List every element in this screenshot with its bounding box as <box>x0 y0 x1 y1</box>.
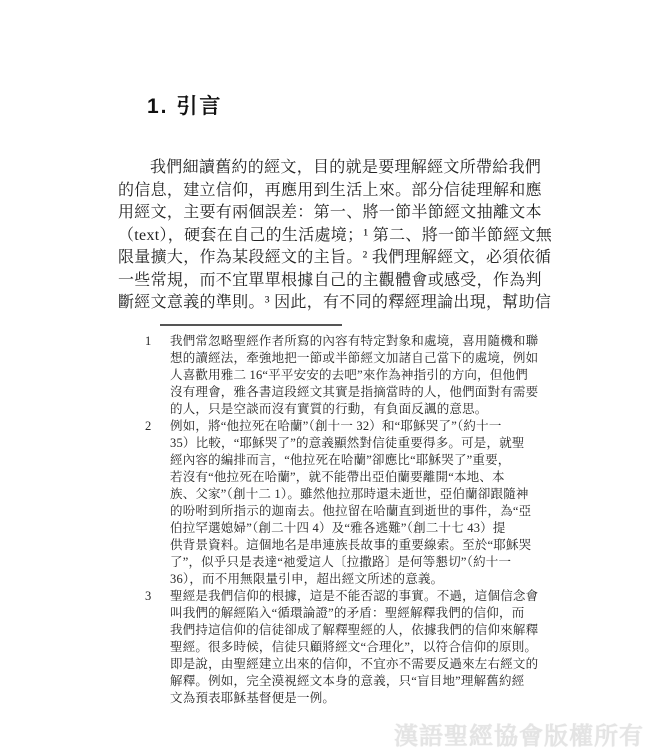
footnote-line: 例如，將“他拉死在哈蘭”（創十一 32）和“耶穌哭了”（約十一 <box>170 419 502 433</box>
footnote-item <box>145 588 545 707</box>
footnote-line: 聖經。很多時候，信徒只顧將經文“合理化”，以符合信仰的原則。 <box>170 640 538 654</box>
footnote-marker: 3 <box>145 589 152 603</box>
footnotes-list <box>145 333 545 707</box>
footnote-line: 即是說，由聖經建立出來的信仰，不宜亦不需要反過來左右經文的 <box>170 657 539 671</box>
body-text-line: 一些常規，而不宜單單根據自己的主觀體會或感受，作為判 <box>118 271 542 289</box>
footnote-item <box>145 333 545 418</box>
body-text-line: 我們細讀舊約的經文，目的就是要理解經文所帶給我們 <box>150 159 542 176</box>
body-text-line: 限量擴大，作為某段經文的主旨。² 我們理解經文，必須依循 <box>118 249 552 266</box>
footnote-line: 我們常忽略聖經作者所寫的內容有特定對象和處境，喜用隨機和聯 <box>170 334 539 348</box>
footnote-line: 人喜歡用雅二 16“平平安安的去吧”來作為神指引的方向，但他們 <box>170 368 528 382</box>
footnote-line: 的吩咐到所指示的迦南去。他拉留在哈蘭直到逝世的事件，為“亞 <box>170 504 532 518</box>
body-text-line: 用經文，主要有兩個誤差：第一、將一節半節經文抽離文本 <box>118 204 542 221</box>
copyright-watermark: 漢語聖經協會版權所有 <box>394 723 644 750</box>
footnote-line: 叫我們的解經陷入“循環論證”的矛盾：聖經解釋我們的信仰，而 <box>170 606 525 620</box>
footnote-line: 36），而不用無限量引申，超出經文所述的意義。 <box>170 572 444 586</box>
footnote-line: 了”，似乎只是表達“祂愛這人〔拉撒路〕是何等懇切”（約十一 <box>170 555 512 569</box>
footnote-marker: 1 <box>145 334 152 348</box>
body-text-line: 的信息，建立信仰，再應用到生活上來。部分信徒理解和應 <box>118 181 542 199</box>
footnote-separator-rule <box>160 324 342 326</box>
footnote-line: 族、父家”（創十二 1）。雖然他拉那時還未逝世，亞伯蘭卻跟隨神 <box>170 487 529 501</box>
footnote-line: 經內容的編排而言，“他拉死在哈蘭”卻應比“耶穌哭了”重要， <box>170 453 511 467</box>
footnote-line: 供背景資料。這個地名是串連族長故事的重要線索。至於“耶穌哭 <box>170 538 532 552</box>
footnote-line: 聖經是我們信仰的根據，這是不能否認的事實。不過，這個信念會 <box>170 589 539 603</box>
footnote-line: 伯拉罕選媳婦”（創二十四 4）及“雅各逃難”（創二十七 43）提 <box>170 521 506 535</box>
body-text-line: 斷經文意義的準則。³ 因此，有不同的釋經理論出現，幫助信 <box>118 294 552 311</box>
footnote-line: 35）比較，“耶穌哭了”的意義顯然對信徒重要得多。可是，就聖 <box>170 436 525 450</box>
footnote-line: 解釋。例如，完全漠視經文本身的意義，只“盲目地”理解舊約經 <box>170 674 525 688</box>
footnote-line: 想的讀經法，牽強地把一節或半節經文加諸自己當下的處境，例如 <box>170 351 539 365</box>
footnote-line: 的人，只是空談而沒有實質的行動，有負面反諷的意思。 <box>170 402 488 416</box>
footnote-line: 若沒有“他拉死在哈蘭”，就不能帶出亞伯蘭要離開“本地、本 <box>170 470 505 484</box>
section-heading: 1. 引言 <box>147 95 223 118</box>
footnote-item <box>145 418 545 588</box>
footnote-line: 文為預表耶穌基督便是一例。 <box>170 691 336 705</box>
footnote-line: 我們持這信仰的信徒卻成了解釋聖經的人，依據我們的信仰來解釋 <box>170 623 539 637</box>
body-text-line: （text），硬套在自己的生活處境；¹ 第二、將一節半節經文無 <box>118 226 553 244</box>
body-paragraph <box>118 157 553 315</box>
footnote-marker: 2 <box>145 419 152 433</box>
footnote-line: 沒有理會，雅各書這段經文其實是指摘當時的人，他們面對有需要 <box>170 385 539 399</box>
